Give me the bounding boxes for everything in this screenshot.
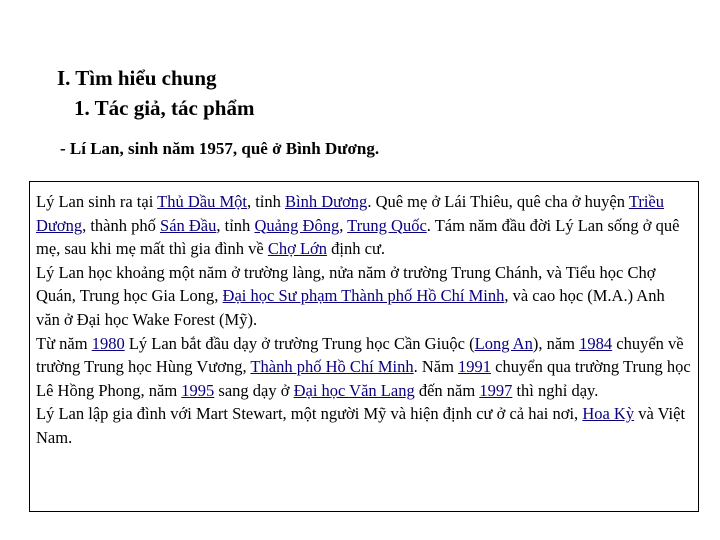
bio-text: . Tám năm đầu đời Lý Lan sống ở quê mẹ, sau khi mẹ mất thì gia đình về [36,215,680,259]
biography-box [29,181,699,512]
bio-text: Từ năm [36,333,92,353]
wiki-link[interactable]: 1991 [458,357,492,377]
bio-text: Lý Lan bắt đầu dạy ở trường Trung học Cần Giuộc ( [124,333,475,353]
bio-text: chuyển về trường Trung học Hùng Vương, [36,333,684,377]
bio-text: đến năm [414,380,480,400]
wiki-link[interactable]: Thành phố Hồ Chí Minh [250,357,414,377]
wiki-link[interactable]: Sán Đầu [160,215,217,235]
wiki-link[interactable]: Thủ Dầu Một [157,192,247,211]
bio-text: chuyển qua trường Trung học Lê Hồng Phong, năm [36,357,691,400]
bio-text: , tỉnh [246,192,285,211]
bio-text: . Quê mẹ ở Lái Thiêu, quê cha ở huyện [367,192,629,211]
bio-text: ), năm [532,333,580,353]
bio-text: sang dạy ở [214,380,294,400]
bio-paragraph [36,332,692,403]
bio-text: , tỉnh [216,215,255,235]
bio-text: Lý Lan sinh ra tại [36,192,158,211]
bio-text: , và cao học (M.A.) Anh văn ở Đại học Wake Forest (Mỹ). [36,286,665,329]
bio-text: , thành phố [82,215,161,235]
bio-paragraph [36,402,692,449]
bio-text: và Việt Nam. [36,404,686,447]
section-heading: I. Tìm hiểu chung [57,66,217,90]
author-summary: - Lí Lan, sinh năm 1957, quê ở Bình Dương. [60,139,380,158]
bio-text: Lý Lan học khoảng một năm ở trường làng, nửa năm ở trường Trung Chánh, và Tiểu học Chợ Quán, Trung học Gia Long, [36,262,656,306]
wiki-link[interactable]: 1995 [181,380,215,400]
bio-text: Lý Lan lập gia đình với Mart Stewart, một người Mỹ và hiện định cư ở cả hai nơi, [36,404,583,424]
wiki-link[interactable]: Chợ Lớn [267,239,328,259]
wiki-link[interactable]: Quảng Đông [254,215,340,235]
wiki-link[interactable]: 1984 [579,333,613,353]
wiki-link[interactable]: Bình Dương [285,192,368,211]
wiki-link[interactable]: Hoa Kỳ [582,404,635,424]
bio-text: , [339,215,348,235]
wiki-link[interactable]: Trung Quốc [347,215,427,235]
wiki-link[interactable]: Long An [474,333,533,353]
bio-text: định cư. [327,239,386,259]
wiki-link[interactable]: 1997 [479,380,513,400]
subsection-heading: 1. Tác giả, tác phẩm [74,96,255,120]
wiki-link[interactable]: Đại học Sư phạm Thành phố Hồ Chí Minh [222,286,505,306]
wiki-link[interactable]: Triều Dương [36,192,664,235]
wiki-link[interactable]: 1980 [91,333,125,353]
wiki-link[interactable]: Đại học Văn Lang [293,380,415,400]
bio-text: . Năm [413,357,459,377]
bio-text: thì nghỉ dạy. [512,380,599,400]
bio-paragraph [36,190,692,261]
bio-paragraph [36,261,692,332]
